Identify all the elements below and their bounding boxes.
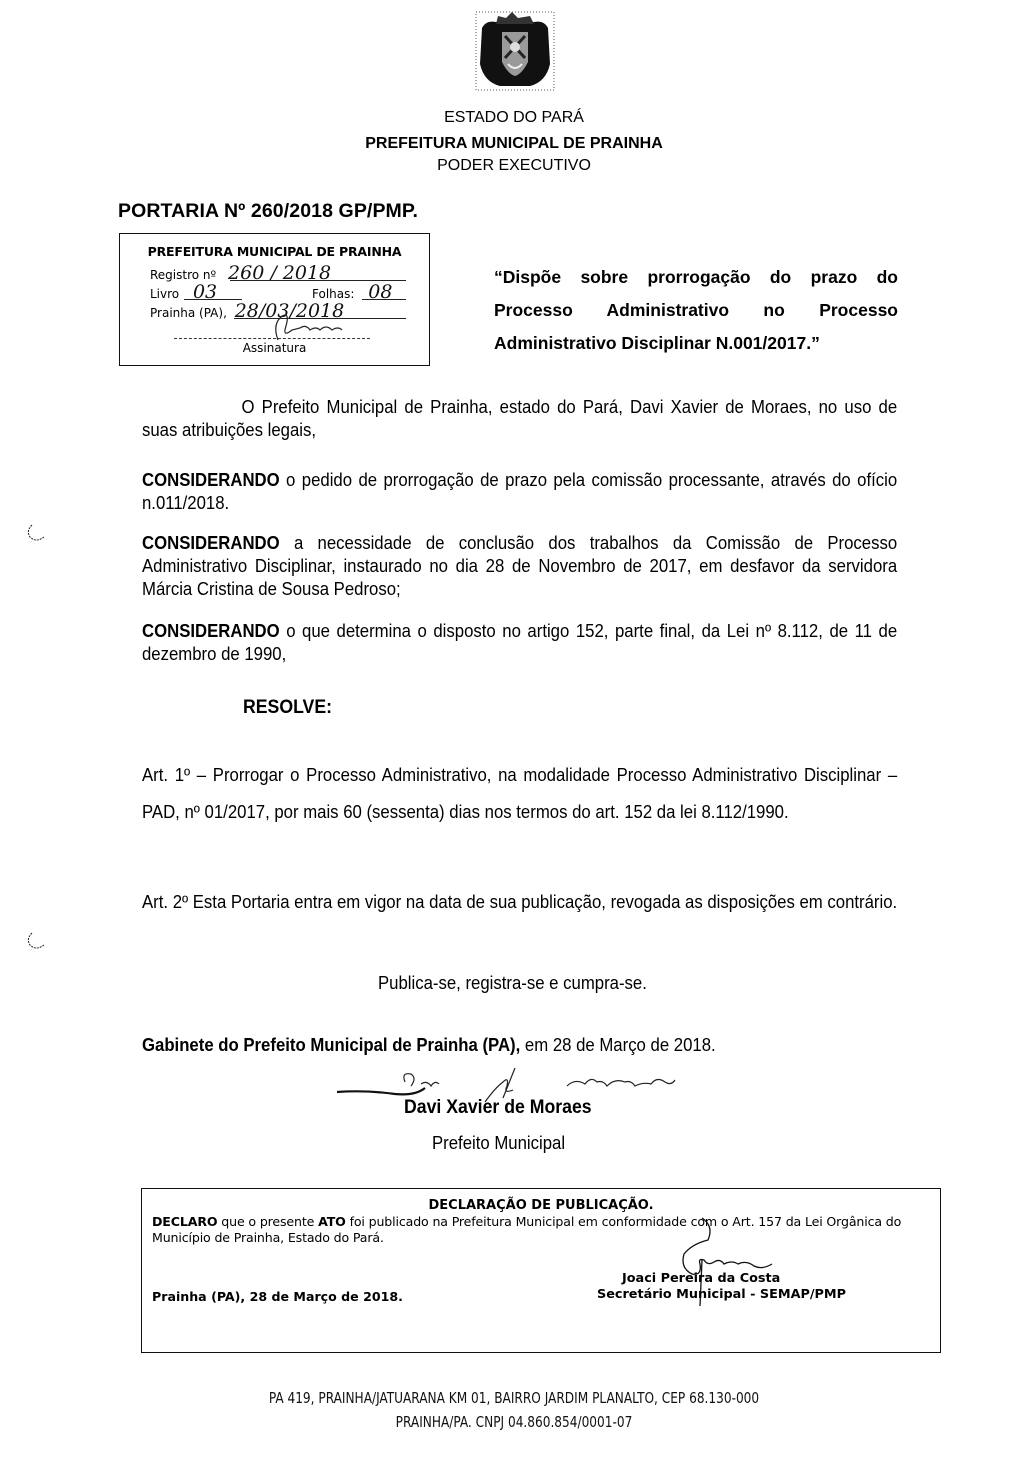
declaration-text bbox=[152, 1214, 932, 1246]
ato-label: ATO bbox=[318, 1214, 346, 1229]
portaria-title: PORTARIA Nº 260/2018 GP/PMP. bbox=[118, 200, 419, 222]
stamp-signature-line bbox=[174, 338, 370, 339]
declaration-date: Prainha (PA), 28 de Março de 2018. bbox=[152, 1289, 403, 1304]
stamp-livro-value: 03 bbox=[192, 281, 218, 303]
ementa-line: Administrativo Disciplinar N.001/2017.” bbox=[494, 333, 820, 353]
signatory-role: Prefeito Municipal bbox=[432, 1133, 566, 1153]
considerando-paragraph bbox=[142, 469, 897, 515]
stamp-registro-label: Registro nº bbox=[150, 268, 217, 282]
considerando-paragraph bbox=[142, 532, 897, 601]
state-name: ESTADO DO PARÁ bbox=[444, 109, 584, 126]
declaration-title: DECLARAÇÃO DE PUBLICAÇÃO. bbox=[428, 1198, 654, 1213]
resolve-heading: RESOLVE: bbox=[243, 697, 333, 718]
footer-cnpj: PRAINHA/PA. CNPJ 04.860.854/0001-07 bbox=[395, 1413, 633, 1431]
stamp-local-label: Prainha (PA), bbox=[150, 306, 227, 320]
municipality-name: PREFEITURA MUNICIPAL DE PRAINHA bbox=[365, 135, 663, 152]
signatory-name: Davi Xavier de Moraes bbox=[404, 1097, 592, 1118]
stamp-folhas-line bbox=[362, 299, 406, 300]
intro-paragraph: O Prefeito Municipal de Prainha, estado do Pará, Davi Xavier de Moraes, no uso de suas atribuições legais, bbox=[142, 397, 898, 440]
declaration-text-part: que o presente bbox=[217, 1214, 319, 1229]
closing-formula: Publica-se, registra-se e cumpra-se. bbox=[378, 973, 647, 993]
punch-hole-mark-icon bbox=[26, 929, 48, 951]
date-text: em 28 de Março de 2018. bbox=[520, 1035, 716, 1055]
registry-stamp bbox=[119, 233, 430, 366]
municipal-coat-of-arms-icon bbox=[472, 6, 558, 94]
article-1: Art. 1º – Prorrogar o Processo Administrativo, na modalidade Processo Administrativo Disciplinar – PAD, nº 01/2017, por mais 60 (sessenta) dias nos termos do art. 152 da lei 8.112/1990. bbox=[142, 765, 898, 822]
stamp-date-value: 28/03/2018 bbox=[234, 300, 345, 322]
ementa bbox=[494, 261, 898, 360]
considerando-text: o pedido de prorrogação de prazo pela comissão processante, através do ofício n.011/2018. bbox=[142, 470, 898, 513]
stamp-title: PREFEITURA MUNICIPAL DE PRAINHA bbox=[147, 244, 402, 259]
declaration-signer-role: Secretário Municipal - SEMAP/PMP bbox=[597, 1287, 847, 1302]
ementa-line: Processo Administrativo no Processo bbox=[494, 300, 898, 320]
footer-address: PA 419, PRAINHA/JATUARANA KM 01, BAIRRO JARDIM PLANALTO, CEP 68.130-000 bbox=[268, 1389, 760, 1407]
considerando-paragraph bbox=[142, 620, 897, 666]
footer bbox=[0, 1386, 1028, 1434]
stamp-folhas-label: Folhas: bbox=[312, 287, 355, 301]
place-bold: Gabinete do Prefeito Municipal de Prainha (PA), bbox=[142, 1035, 521, 1055]
considerando-label: CONSIDERANDO bbox=[142, 621, 280, 641]
considerando-label: CONSIDERANDO bbox=[142, 470, 280, 490]
declaration-text-part: foi publicado na Prefeitura Municipal em conformidade com o Art. 157 da Lei Orgânica do Município de Prainha, Estado do Pará. bbox=[152, 1214, 902, 1245]
place-and-date bbox=[142, 1035, 716, 1056]
considerando-text: a necessidade de conclusão dos trabalhos da Comissão de Processo Administrativo Disciplinar, instaurado no dia 28 de Novembro de 2017, em desfavor da servidora Márcia Cristina de Sousa Pedroso; bbox=[142, 533, 898, 599]
declaration-signer-name: Joaci Pereira da Costa bbox=[622, 1271, 781, 1286]
considerando-text: o que determina o disposto no artigo 152, parte final, da Lei nº 8.112, de 11 de dezembro de 1990, bbox=[142, 621, 898, 664]
declaro-label: DECLARO bbox=[152, 1214, 218, 1229]
branch-name: PODER EXECUTIVO bbox=[437, 157, 591, 174]
article-2: Art. 2º Esta Portaria entra em vigor na data de sua publicação, revogada as disposições em contrário. bbox=[142, 892, 898, 912]
publication-declaration-box bbox=[141, 1188, 941, 1353]
ementa-line: “Dispõe sobre prorrogação do prazo do bbox=[494, 267, 898, 287]
stamp-registro-value: 260 / 2018 bbox=[228, 262, 332, 284]
stamp-signature-label: Assinatura bbox=[242, 341, 307, 355]
considerando-label: CONSIDERANDO bbox=[142, 533, 280, 553]
punch-hole-mark-icon bbox=[26, 521, 48, 543]
stamp-livro-label: Livro bbox=[150, 287, 180, 301]
stamp-folhas-value: 08 bbox=[368, 281, 393, 303]
